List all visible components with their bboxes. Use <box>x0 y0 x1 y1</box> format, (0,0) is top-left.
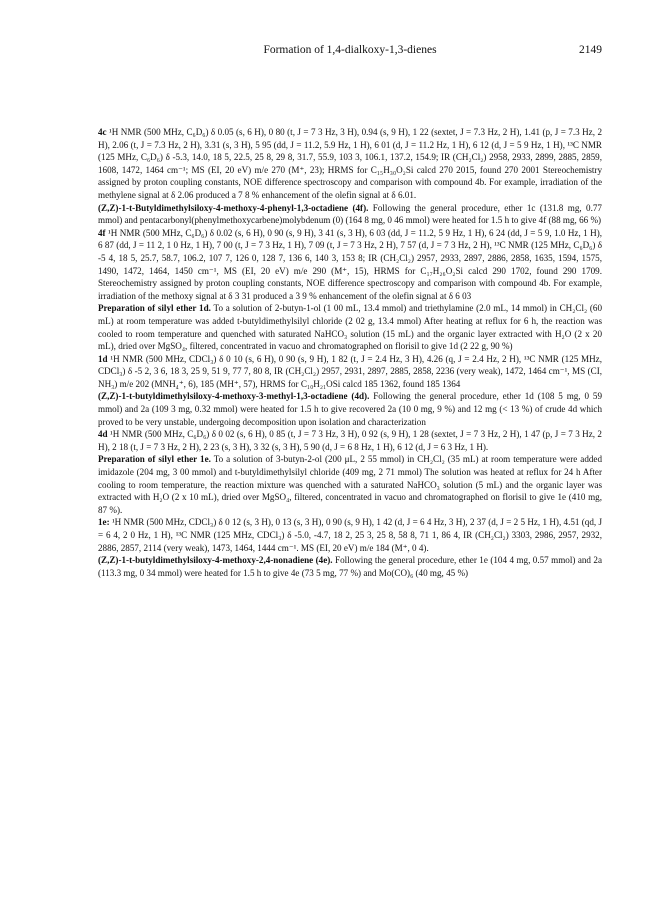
procedure-text: Following the general procedure, ether 1d (108 5 mg, 0 59 mmol) and 2a (109 3 mg, 0.32 mmol) were heated for 1.5 h to give recovered 2a (10 0 mg, 9 %) and 12 mg (< 13 %) of crude 4d which proved to be very unstable, undergoing decomposition upon isolation and characterization <box>98 391 602 427</box>
spectral-data: ¹H NMR (500 MHz, C₆D₆) δ 0.05 (s, 6 H), 0 80 (t, J = 7 3 Hz, 3 H), 0.94 (s, 9 H), 1 22 (sextet, J = 7.3 Hz, 2 H), 1.41 (p, J = 7.3 Hz, 2 H), 2.06 (t, J = 7.3 Hz, 2 H), 3.31 (s, 3 H), 5 95 (dd, J = 11.2, 5.9 Hz, 1 H), 6 01 (d, J = 11.2 Hz, 1 H), 6 12 (d, J = 5 9 Hz, 1 H), ¹³C NMR (125 MHz, C₆D₆) δ -5.3, 14.0, 18 5, 22.5, 25 8, 29 8, 31.7, 55.9, 103 3, 106.1, 137.2, 154.9; IR (CH₂Cl₂) 2958, 2933, 2899, 2885, 2859, 1608, 1472, 1464 cm⁻¹; MS (EI, 20 eV) m/e 270 (M⁺, 23); HRMS for C₁₅H₃₀O₂Si calcd 270 2015, found 270 2001 Stereochemistry assigned by proton coupling constants, NOE difference spectroscopy and comparison with compound 4b. For example, irradiation of the methylene signal at δ 2.06 produced a 7 8 % enhancement of the olefin signal at δ 6.01. <box>98 127 602 200</box>
preparation-text: To a solution of 3-butyn-2-ol (200 μL, 2 55 mmol) in CH₂Cl₂ (35 mL) at room temperature were added imidazole (204 mg, 3 00 mmol) and t-butyldimethylsilyl chloride (409 mg, 2 71 mmol) The solution was heated at reflux for 24 h After cooling to room temperature, the reaction mixture was quenched with a saturated NaHCO₃ solution (5 mL) and the organic layer was extracted with H₂O (2 x 10 mL), dried over MgSO₄, filtered, concentrated in vacuo and chromatographed on florisil to give 1e (410 mg, 87 %). <box>98 454 603 515</box>
compound-heading: (Z,Z)-1-t-butyldimethylsiloxy-4-methoxy-3-methyl-1,3-octadiene (4d). <box>98 391 370 402</box>
spectral-data: ¹H NMR (500 MHz, C₆D₆) δ 0.02 (s, 6 H), 0 90 (s, 9 H), 3 41 (s, 3 H), 6 03 (dd, J = 11.2, 5 9 Hz, 1 H), 6 24 (dd, J = 5 9, 1.0 Hz, 1 H), 6 87 (dd, J = 11 2, 1 0 Hz, 1 H), 7 00 (t, J = 7 3 Hz, 1 H), 7 09 (t, J = 7 3 Hz, 2 H), 7 57 (d, J = 7 3 Hz, 2 H), ¹³C NMR (125 MHz, C₆D₆) δ -5 4, 18 5, 25.7, 58.7, 106.2, 107 7, 126 0, 128 7, 136 6, 140 3, 153 8; IR (CH₂Cl₂) 2957, 2933, 2897, 2886, 2858, 1635, 1594, 1575, 1490, 1472, 1464, 1450 cm⁻¹, MS (EI, 20 eV) m/e 290 (M⁺, 15), HRMS for C₁₇H₂₆O₂Si calcd 290 1702, found 290 1709. Stereochemistry assigned by proton coupling constants, NOE difference spectroscopy and comparison with compound 4b. For example, irradiation of the methoxy signal at δ 3 31 produced a 3 9 % enhancement of the olefin signal at δ 6 03 <box>98 227 603 301</box>
spectral-data: ¹H NMR (500 MHz, C₆D₆) δ 0 02 (s, 6 H), 0 85 (t, J = 7 3 Hz, 3 H), 0 92 (s, 9 H), 1 28 (sextet, J = 7 3 Hz, 2 H), 1 47 (p, J = 7 3 Hz, 2 H), 2 18 (t, J = 7 3 Hz, 2 H), 2 23 (s, 3 H), 3 32 (s, 3 H), 5 90 (d, J = 6 8 Hz, 1 H), 6 12 (d, J = 6 3 Hz, 1 H). <box>98 429 602 452</box>
experimental-text <box>98 126 602 579</box>
paragraph-4d-data <box>98 428 602 453</box>
procedure-text: Following the general procedure, ether 1e (104 4 mg, 0.57 mmol) and 2a (113.3 mg, 0 34 mmol) were heated for 1.5 h to give 4e (73 5 mg, 77 %) and Mo(CO)₆ (40 mg, 45 %) <box>98 555 602 578</box>
compound-label: 1e: <box>98 517 110 528</box>
paragraph-4c-data <box>98 126 602 202</box>
running-title: Formation of 1,4-dialkoxy-1,3-dienes <box>263 44 437 56</box>
paragraph-1d-data <box>98 353 602 391</box>
compound-heading: (Z,Z)-1-t-butyldimethylsiloxy-4-methoxy-2,4-nonadiene (4e). <box>98 555 333 566</box>
paragraph-4f-procedure <box>98 202 602 227</box>
paragraph-4d-procedure <box>98 390 602 428</box>
paragraph-1d-preparation <box>98 302 602 352</box>
procedure-text: Following the general procedure, ether 1c (131.8 mg, 0.77 mmol) and pentacarbonyl(phenylmethoxycarbene)molybdenum (0) (164 8 mg, 0 46 mmol) were heated for 1.5 h to give 4f (88 mg, 66 %) <box>98 202 602 226</box>
preparation-heading: Preparation of silyl ether 1e. <box>98 454 211 465</box>
compound-label: 4d <box>98 429 108 440</box>
paragraph-1e-preparation <box>98 453 602 516</box>
running-head <box>98 44 602 62</box>
paragraph-1e-data <box>98 516 602 554</box>
spectral-data: ¹H NMR (500 MHz, CDCl₃) δ 0 12 (s, 3 H), 0 13 (s, 3 H), 0 90 (s, 9 H), 1 42 (d, J = 6 4 Hz, 3 H), 2 37 (d, J = 2 5 Hz, 1 H), 4.51 (qd, J = 6 4, 2 0 Hz, 1 H), ¹³C NMR (125 MHz, CDCl₃) δ -5.0, -4.7, 18 2, 25 3, 25 8, 58 8, 71 1, 86 4, IR (CH₂Cl₂) 3303, 2986, 2957, 2932, 2886, 2857, 2114 (very weak), 1473, 1464, 1444 cm⁻¹. MS (EI, 20 eV) m/e 184 (M⁺, 0 4). <box>98 517 602 553</box>
page-number: 2149 <box>579 44 602 56</box>
preparation-heading: Preparation of silyl ether 1d. <box>98 303 211 314</box>
preparation-text: To a solution of 2-butyn-1-ol (1 00 mL, 13.4 mmol) and triethylamine (2.0 mL, 14 mmol) in CH₂Cl₂ (60 mL) at room temperature was added t-butyldimethylsilyl chloride (2 02 g, 13.4 mmol) After heating at reflux for 6 h, the reaction was cooled to room temperature and quenched with saturated NaHCO₃ solution (15 mL) and the organic layer extracted with H₂O (2 x 20 mL), dried over MgSO₄, filtered, concentrated in vacuo and chromatographed on florisil to give 1d (2 22 g, 90 %) <box>98 303 602 352</box>
spectral-data: ¹H NMR (500 MHz, CDCl₃) δ 0 10 (s, 6 H), 0 90 (s, 9 H), 1 82 (t, J = 2.4 Hz, 3 H), 4.26 (q, J = 2.4 Hz, 2 H), ¹³C NMR (125 MHz, CDCl₃) δ -5 2, 3 6, 18 3, 25 9, 51 9, 77 7, 80 8, IR (CH₂Cl₂) 2957, 2931, 2897, 2885, 2858, 2236 (very weak), 1472, 1464 cm⁻¹, MS (CI, NH₃) m/e 202 (MNH₄⁺, 6), 185 (MH⁺, 57), HRMS for C₁₀H₂₁OSi calcd 185 1362, found 185 1364 <box>98 353 602 389</box>
compound-label: 1d <box>98 353 108 364</box>
compound-label: 4f <box>98 227 106 238</box>
paragraph-4f-data <box>98 227 602 303</box>
compound-heading: (Z,Z)-1-t-Butyldimethylsiloxy-4-methoxy-4-phenyl-1,3-octadiene (4f). <box>98 202 369 213</box>
compound-label: 4c <box>98 127 107 137</box>
paragraph-4e-procedure <box>98 554 602 579</box>
